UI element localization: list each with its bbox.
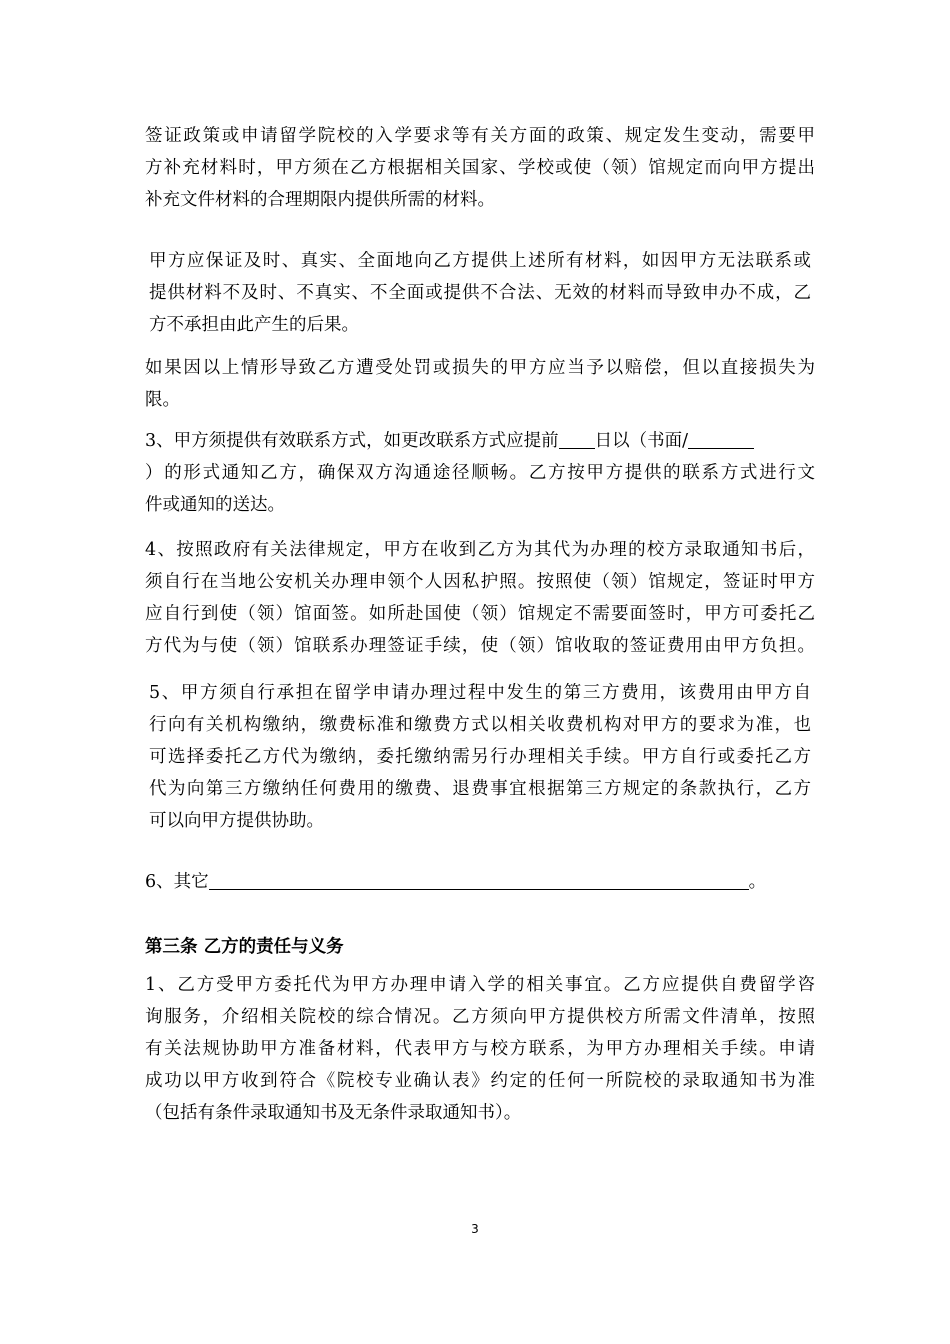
text-line: 成功以甲方收到符合《院校专业确认表》约定的任何一所院校的录取通知书为准 (145, 1071, 815, 1091)
text-line: 如果因以上情形导致乙方遭受处罚或损失的甲方应当予以赔偿，但以直接损失为 (145, 358, 815, 378)
method-blank-field[interactable] (688, 428, 754, 449)
text-line: 1、乙方受甲方委托代为甲方办理申请入学的相关事宜。乙方应提供自费留学咨 (145, 975, 815, 995)
text-line: 限。 (145, 390, 180, 410)
clause-6-end: 。 (748, 872, 767, 892)
text-line (145, 866, 815, 898)
clause-3-text-a: 3、甲方须提供有效联系方式，如更改联系方式应提前 (145, 431, 559, 451)
text-line: 件或通知的送达。 (145, 495, 285, 515)
text-line: 提供材料不及时、不真实、不全面或提供不合法、无效的材料而导致申办不成，乙 (149, 283, 811, 303)
text-line: 方代为与使（领）馆联系办理签证手续，使（领）馆收取的签证费用由甲方负担。 (145, 636, 815, 656)
article-3-heading: 第三条 乙方的责任与义务 (145, 937, 344, 957)
clause-3-contact (145, 425, 815, 521)
text-line: 签证政策或申请留学院校的入学要求等有关方面的政策、规定发生变动，需要甲 (145, 126, 815, 146)
clause-5-third-party-fees (145, 677, 811, 837)
text-line: 代为向第三方缴纳任何费用的缴费、退费事宜根据第三方规定的条款执行，乙方 (149, 779, 811, 799)
text-line (145, 425, 815, 457)
text-line: 可以向甲方提供协助。 (149, 811, 324, 831)
page-number: 3 (471, 1222, 479, 1236)
text-line: 5、甲方须自行承担在留学申请办理过程中发生的第三方费用，该费用由甲方自 (149, 683, 811, 703)
text-line: 补充文件材料的合理期限内提供所需的材料。 (145, 190, 495, 210)
text-line: 可选择委托乙方代为缴纳，委托缴纳需另行办理相关手续。甲方自行或委托乙方 (149, 747, 811, 767)
clause-6-label: 6、其它 (145, 872, 209, 892)
text-line: 甲方应保证及时、真实、全面地向乙方提供上述所有材料，如因甲方无法联系或 (149, 251, 811, 271)
text-line: 方补充材料时，甲方须在乙方根据相关国家、学校或使（领）馆规定而向甲方提出 (145, 158, 815, 178)
paragraph-material-guarantee (145, 245, 811, 341)
text-line: 行向有关机构缴纳，缴费标准和缴费方式以相关收费机构对甲方的要求为准，也 (149, 715, 811, 735)
paragraph-compensation (145, 352, 815, 416)
clause-3-text-b: 日以（书面/ (594, 431, 689, 451)
days-blank-field[interactable] (559, 428, 595, 449)
clause-6-other (145, 866, 815, 898)
text-line: 应自行到使（领）馆面签。如所赴国使（领）馆规定不需要面签时，甲方可委托乙 (145, 604, 815, 624)
text-line: 须自行在当地公安机关办理申领个人因私护照。按照使（领）馆规定，签证时甲方 (145, 572, 815, 592)
other-blank-field[interactable] (209, 869, 749, 890)
paragraph-material-change (145, 120, 815, 216)
clause-4-passport-visa (145, 534, 815, 662)
text-line: 4、按照政府有关法律规定，甲方在收到乙方为其代为办理的校方录取通知书后， (145, 540, 815, 560)
text-line: 询服务，介绍相关院校的综合情况。乙方须向甲方提供校方所需文件清单，按照 (145, 1007, 815, 1027)
text-line: ）的形式通知乙方，确保双方沟通途径顺畅。乙方按甲方提供的联系方式进行文 (145, 463, 815, 483)
article-3-clause-1 (145, 969, 815, 1129)
text-line: 方不承担由此产生的后果。 (149, 315, 359, 335)
text-line: （包括有条件录取通知书及无条件录取通知书）。 (145, 1103, 522, 1123)
text-line: 有关法规协助甲方准备材料，代表甲方与校方联系，为甲方办理相关手续。申请 (145, 1039, 815, 1059)
